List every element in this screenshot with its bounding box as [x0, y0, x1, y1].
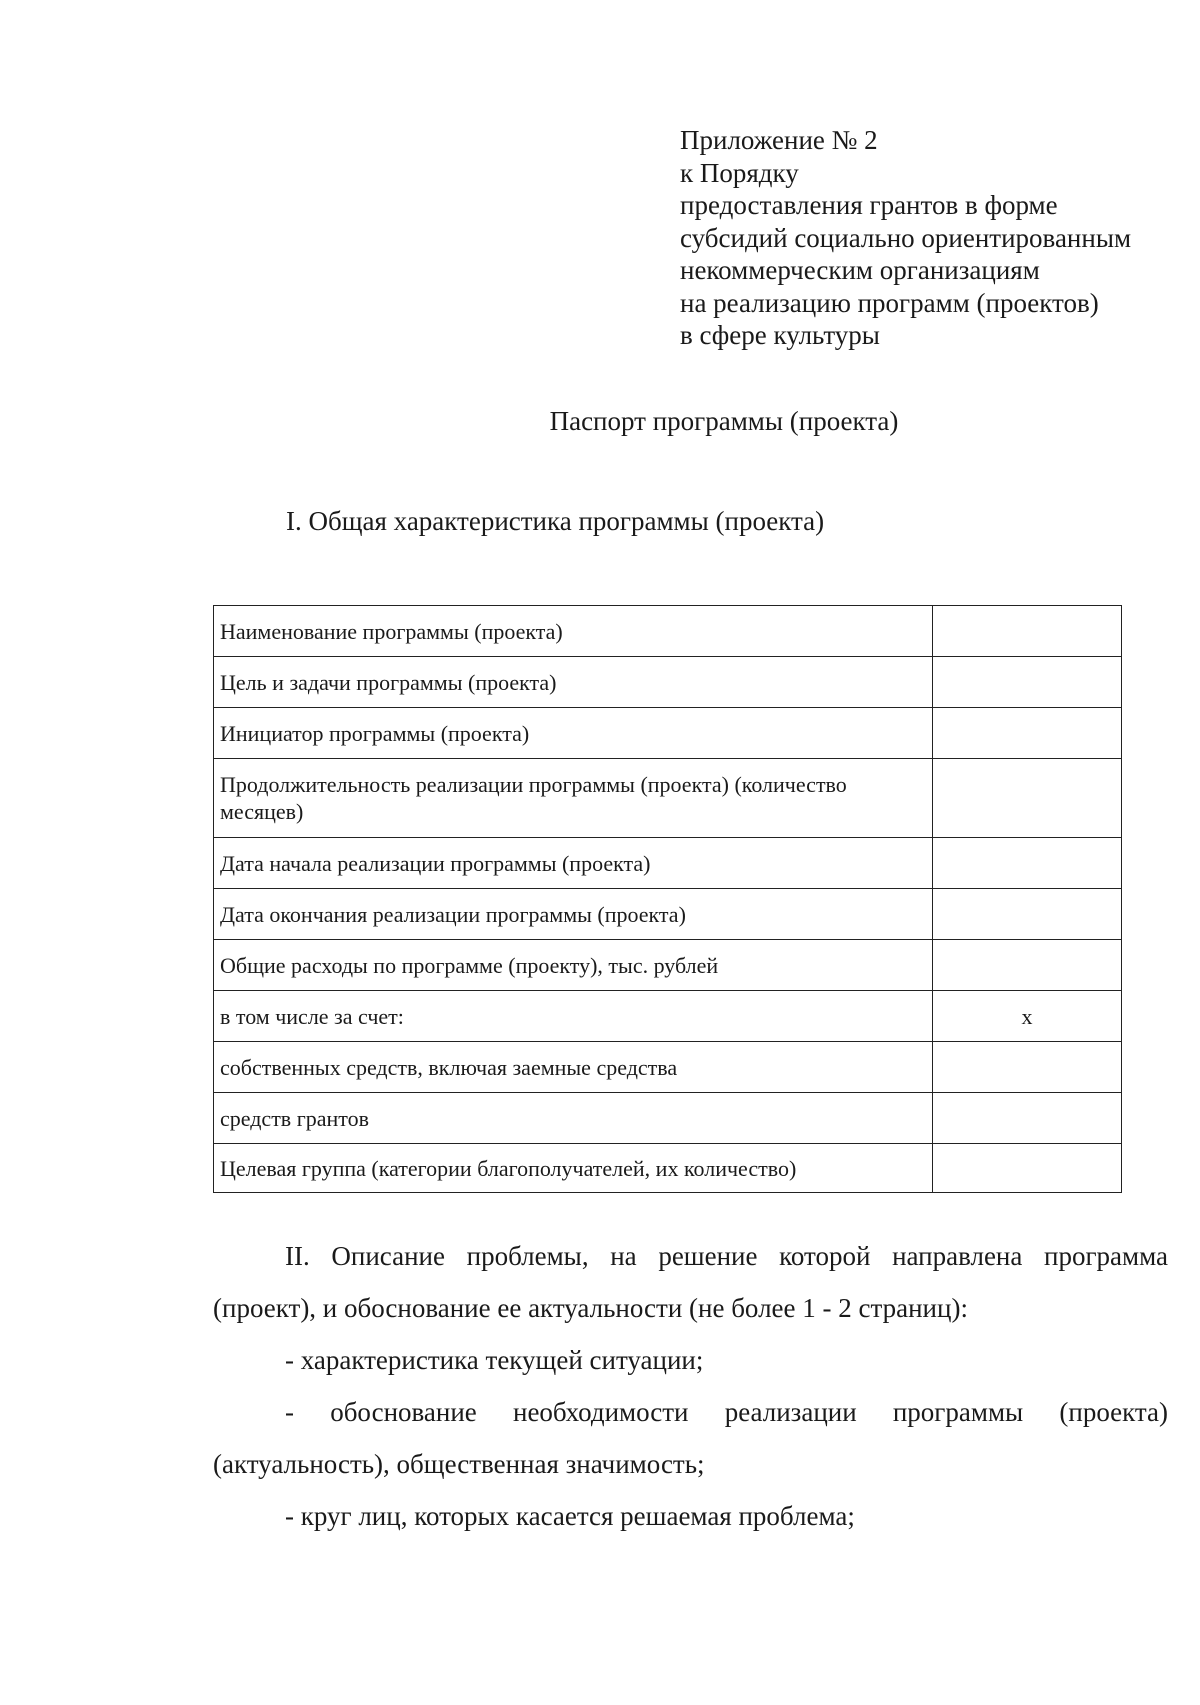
row-label: Дата окончания реализации программы (проекта)	[214, 889, 933, 940]
row-value-cell: x	[933, 991, 1122, 1042]
appendix-line: Приложение № 2	[680, 125, 878, 155]
row-label: Инициатор программы (проекта)	[214, 708, 933, 759]
row-value-cell[interactable]	[933, 940, 1122, 991]
row-value-cell[interactable]	[933, 657, 1122, 708]
row-label: Наименование программы (проекта)	[214, 606, 933, 657]
row-label: собственных средств, включая заемные средства	[214, 1042, 933, 1093]
row-value-cell[interactable]	[933, 708, 1122, 759]
table-row	[214, 606, 1122, 657]
row-label: Общие расходы по программе (проекту), тыс. рублей	[214, 940, 933, 991]
table-row	[214, 1144, 1122, 1193]
section2-item: - характеристика текущей ситуации;	[285, 1345, 704, 1375]
table-row	[214, 759, 1122, 838]
row-label: Целевая группа (категории благополучателей, их количество)	[214, 1144, 933, 1193]
appendix-line: к Порядку	[680, 157, 799, 188]
row-value-cell[interactable]	[933, 1144, 1122, 1193]
row-label: средств грантов	[214, 1093, 933, 1144]
row-label: в том числе за счет:	[214, 991, 933, 1042]
appendix-line: субсидий социально ориентированным	[680, 222, 1132, 253]
document-title: Паспорт программы (проекта)	[549, 406, 899, 436]
section2-item-continuation: (актуальность), общественная значимость;	[213, 1449, 705, 1479]
table-row	[214, 708, 1122, 759]
table-row	[214, 1042, 1122, 1093]
appendix-block	[680, 124, 1131, 352]
row-value-cell[interactable]	[933, 1042, 1122, 1093]
table-row	[214, 1093, 1122, 1144]
row-value-cell[interactable]	[933, 838, 1122, 889]
row-value-cell[interactable]	[933, 889, 1122, 940]
section2-item: - круг лиц, которых касается решаемая проблема;	[285, 1501, 855, 1531]
section2-item: - обоснование необходимости реализации программы (проекта)	[285, 1397, 1168, 1427]
appendix-line: в сфере культуры	[680, 320, 880, 350]
row-value-cell[interactable]	[933, 606, 1122, 657]
table-row	[214, 838, 1122, 889]
appendix-line: некоммерческим организациям	[680, 255, 1040, 285]
section2-block	[213, 1230, 1168, 1542]
section1-heading: I. Общая характеристика программы (проекта)	[286, 506, 825, 536]
appendix-line: предоставления грантов в форме	[680, 190, 1058, 220]
table-row	[214, 991, 1122, 1042]
appendix-line: на реализацию программ (проектов)	[680, 287, 1099, 318]
table-row	[214, 940, 1122, 991]
section2-intro-line2: (проект), и обоснование ее актуальности (не более 1 - 2 страниц):	[213, 1293, 968, 1323]
row-label: Продолжительность реализации программы (проекта) (количество месяцев)	[214, 759, 933, 838]
row-label: Дата начала реализации программы (проекта)	[214, 838, 933, 889]
table-row	[214, 657, 1122, 708]
passport-table	[213, 605, 1122, 1193]
table-row	[214, 889, 1122, 940]
section2-intro-line1: II. Описание проблемы, на решение которой направлена программа	[285, 1241, 1168, 1271]
row-value-cell[interactable]	[933, 1093, 1122, 1144]
row-value-cell[interactable]	[933, 759, 1122, 838]
row-label: Цель и задачи программы (проекта)	[214, 657, 933, 708]
